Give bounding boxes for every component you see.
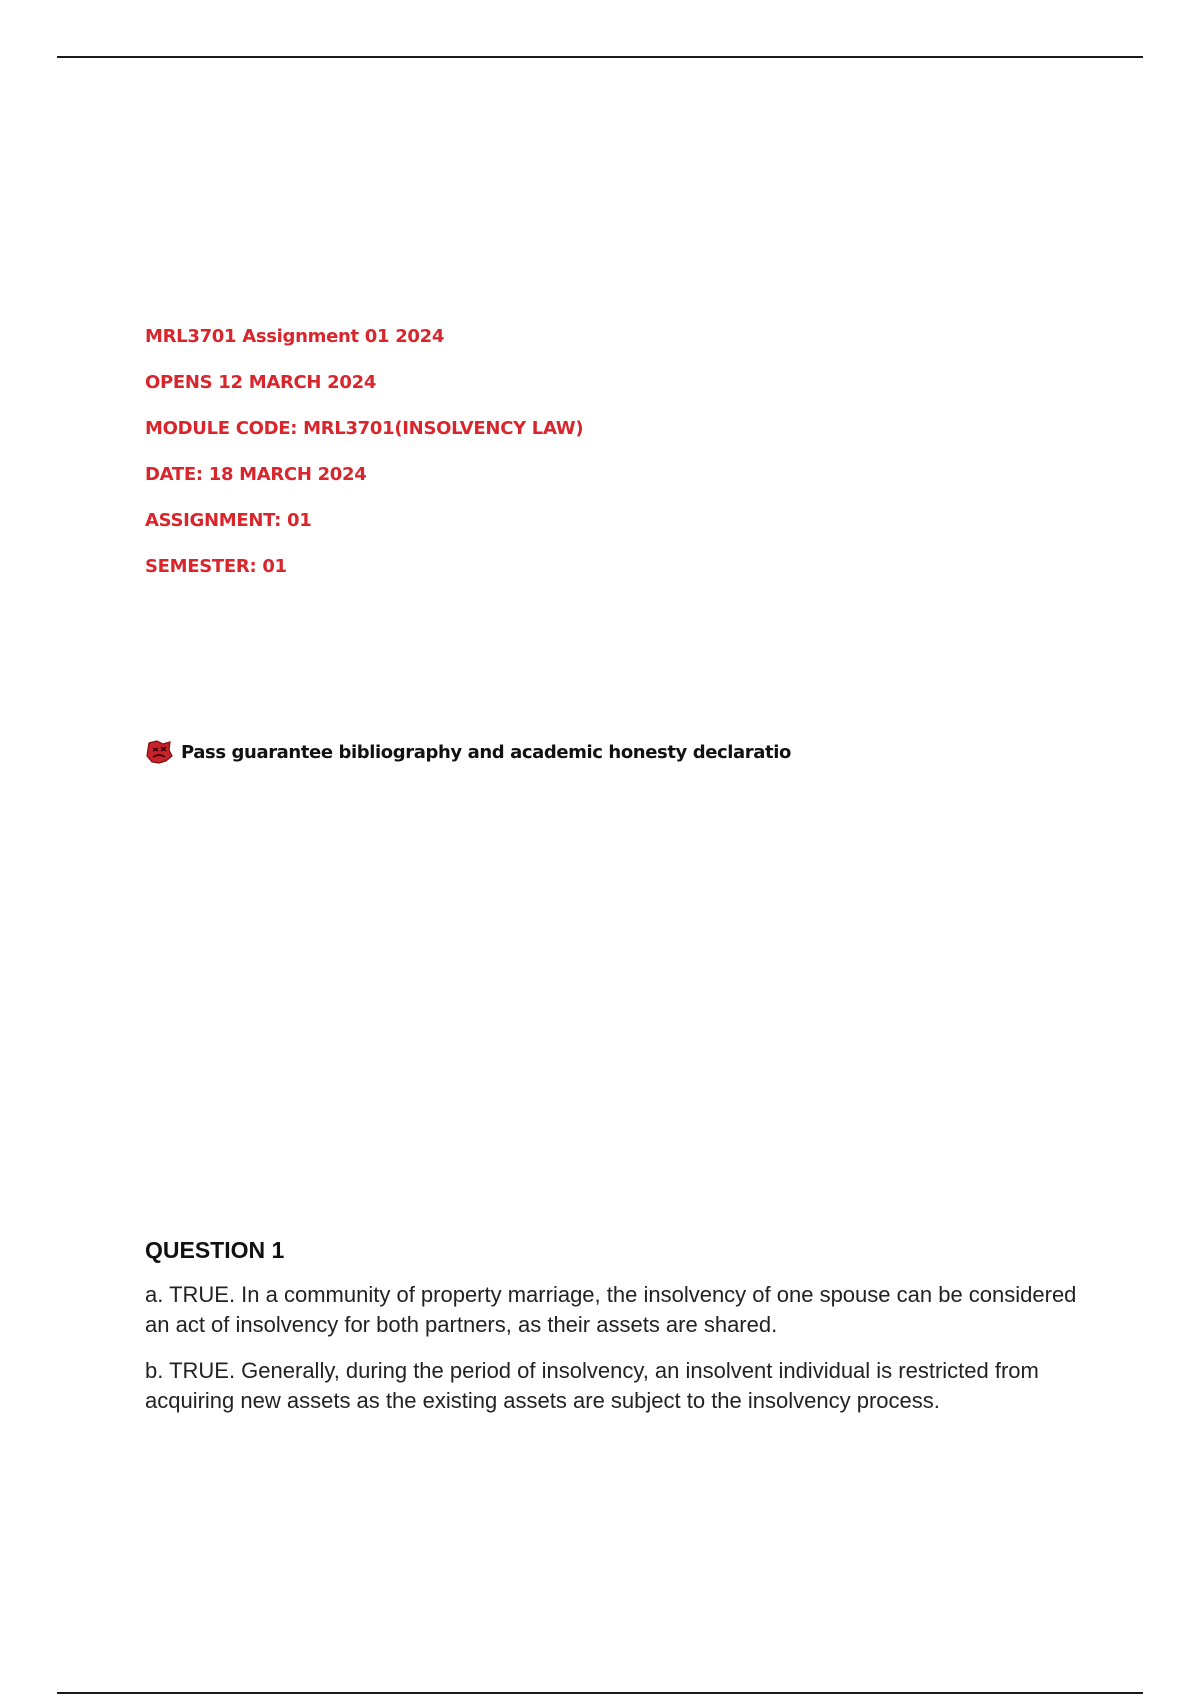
pass-guarantee-notice [145,739,791,765]
emoji-icon [145,739,173,765]
assignment-number: ASSIGNMENT: 01 [145,510,312,531]
question-title: QUESTION 1 [145,1237,285,1263]
bottom-rule [57,1692,1143,1694]
assignment-title: MRL3701 Assignment 01 2024 [145,326,445,347]
answer-a: a. TRUE. In a community of property marriage, the insolvency of one spouse can be considered an act of insolvency for both partners, as their assets are shared. [145,1282,1077,1337]
question-section [145,1236,1105,1432]
due-date: DATE: 18 MARCH 2024 [145,464,367,485]
module-code: MODULE CODE: MRL3701(INSOLVENCY LAW) [145,418,584,439]
top-rule [57,56,1143,58]
answer-b: b. TRUE. Generally, during the period of insolvency, an insolvent individual is restricted from acquiring new assets as the existing assets are subject to the insolvency process. [145,1358,1039,1413]
assignment-header [145,326,583,602]
opens-date: OPENS 12 MARCH 2024 [145,372,377,393]
semester: SEMESTER: 01 [145,556,287,577]
pass-guarantee-text: Pass guarantee bibliography and academic honesty declaratio [181,741,791,763]
